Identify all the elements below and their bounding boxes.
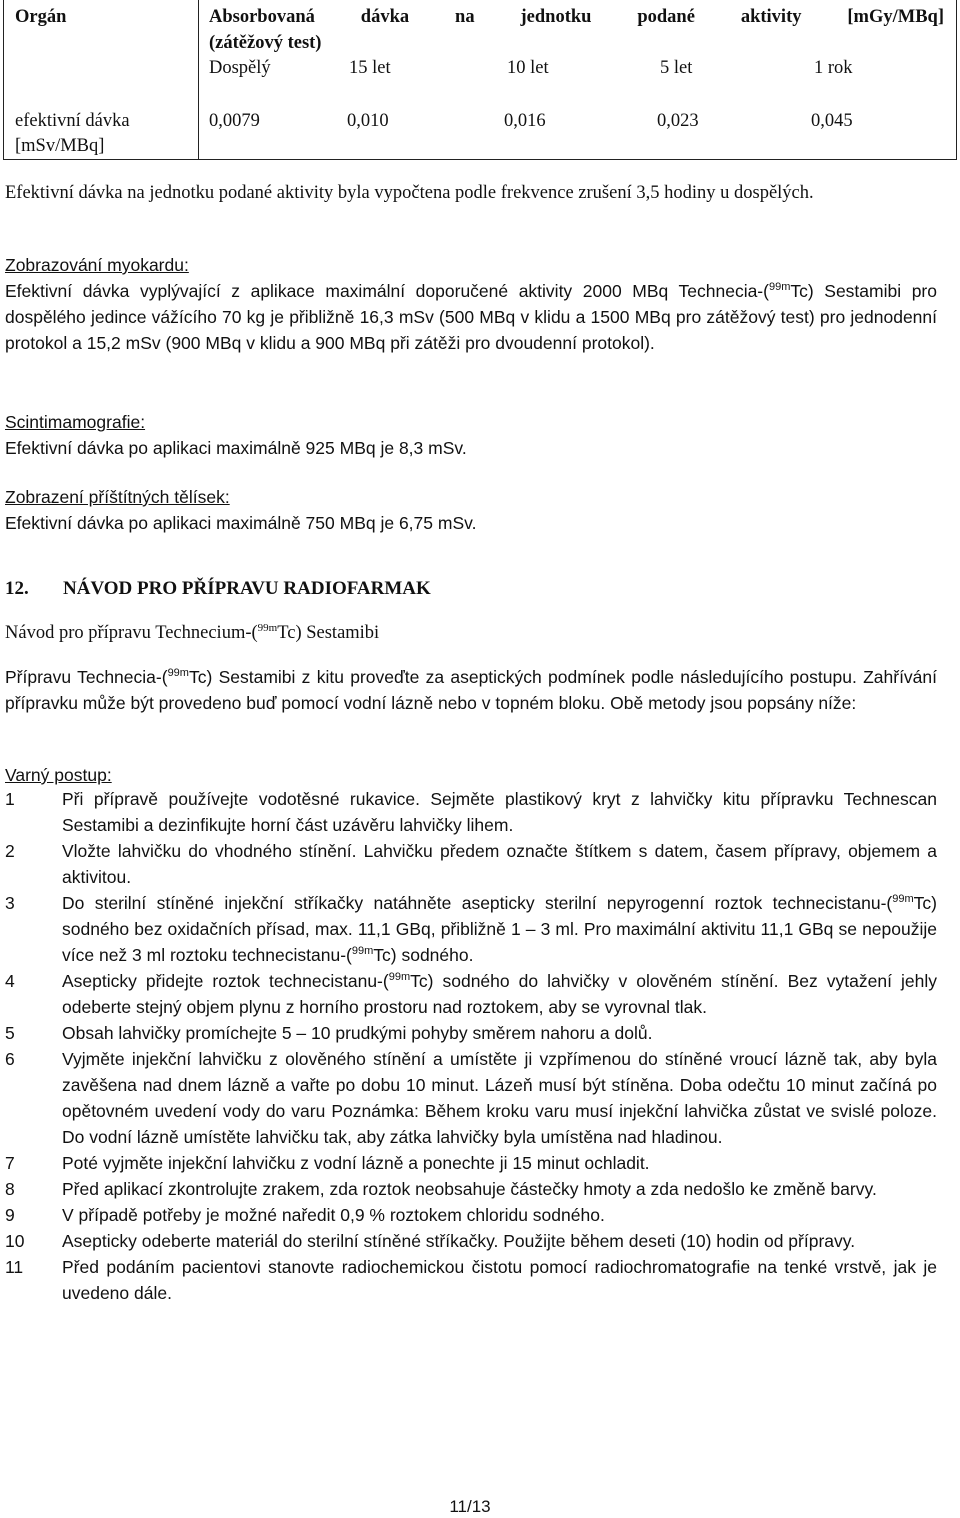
table-header-dose-sub: (zátěžový test): [209, 33, 322, 53]
table-divider: [198, 0, 199, 159]
myocardium-text: Efektivní dávka vyplývající z aplikace maximální doporučené aktivity 2000 MBq Technecia-($^{99m}$Tc) Sestamibi pro dospělého jedince vážícího 70 kg je přibližně 16,3 mSv (500 MBq v klidu a 1500 MBq pro zátěžový test) pro jednodenní protokol a 15,2 mSv (900 MBq v klidu a 900 MBq při zátěži pro dvoudenní protokol).: [5, 281, 937, 353]
procedure-step: 5 Obsah lahvičky promíchejte 5 – 10 prudkými pohyby směrem nahoru a dolů.: [5, 1023, 653, 1043]
page-number: 11/13: [449, 1497, 491, 1516]
section-heading: [5, 576, 431, 602]
procedure-step: 3 Do sterilní stíněné injekční stříkačky natáhněte asepticky sterilní nepyrogenní roztok technecistanu-($^{99m}$Tc) sodného bez oxidačních přísad, max. 11,1 GBq, přibližně 1 – 3 ml. Pro maximální aktivitu 11,1 GBq se nepoužije více než 3 ml roztoku technecistanu-($^{99m}$Tc) sodného.: [5, 893, 937, 965]
value-1: 0,045: [811, 111, 853, 131]
scintimammography-text: Efektivní dávka po aplikaci maximálně 925 MBq je 8,3 mSv.: [5, 438, 467, 458]
procedure-steps: [5, 786, 937, 1306]
value-10: 0,016: [504, 111, 546, 131]
procedure-step: 10 Asepticky odeberte materiál do sterilní stíněné stříkačky. Použijte během deseti (10) hodin od přípravy.: [5, 1231, 856, 1251]
procedure-step: 4 Asepticky přidejte roztok technecistanu-($^{99m}$Tc) sodného do lahvičky v olověném stínění. Bez vytažení jehly odeberte stejný objem plynu z horního prostoru nad roztokem, aby se vyrovnal tlak.: [5, 971, 937, 1017]
procedure-step: 2 Vložte lahvičku do vhodného stínění. Lahvičku předem označte štítkem s datem, časem přípravy, objemem a aktivitou.: [5, 841, 937, 887]
value-15: 0,010: [347, 111, 389, 131]
age-group-1: 1 rok: [814, 58, 853, 78]
procedure-step: 8 Před aplikací zkontrolujte zrakem, zda roztok neobsahuje částečky hmoty a zda nedošlo ke změně barvy.: [5, 1179, 877, 1199]
parathyroid-heading: Zobrazení příštítných tělísek:: [5, 487, 230, 507]
row-label: efektivní dávka: [15, 111, 130, 131]
myocardium-heading: Zobrazování myokardu:: [5, 255, 189, 275]
preparation-subtitle: Návod pro přípravu Technecium-($^{99m}$Tc) Sestamibi: [5, 622, 380, 643]
section-title: NÁVOD PRO PŘÍPRAVU RADIOFARMAK: [63, 578, 431, 599]
myocardium-section: [5, 252, 937, 356]
value-5: 0,023: [657, 111, 699, 131]
age-group-10: 10 let: [507, 58, 549, 78]
dose-table: [3, 0, 957, 160]
procedure-step: 11 Před podáním pacientovi stanovte radiochemickou čistotu pomocí radiochromatografie na tenké vrstvě, jak je uvedeno dále.: [5, 1257, 937, 1303]
table-header-dose: Absorbovaná dávka na jednotku podané aktivity [mGy/MBq]: [209, 7, 944, 27]
parathyroid-section: [5, 484, 937, 536]
row-label-unit: [mSv/MBq]: [15, 136, 105, 156]
procedure-heading: Varný postup:: [5, 765, 112, 785]
procedure-step: 1 Při přípravě používejte vodotěsné rukavice. Sejměte plastikový kryt z lahvičky kitu přípravku Technescan Sestamibi a dezinfikujte horní část uzávěru lahvičky lihem.: [5, 789, 937, 835]
scintimammography-section: [5, 409, 937, 461]
effective-dose-note: Efektivní dávka na jednotku podané aktivity byla vypočtena podle frekvence zrušení 3,5 hodiny u dospělých.: [5, 183, 814, 203]
table-header-organ: Orgán: [15, 7, 67, 27]
section-number: 12.: [5, 578, 29, 599]
procedure-step: 7 Poté vyjměte injekční lahvičku z vodní lázně a ponechte ji 15 minut ochladit.: [5, 1153, 650, 1173]
age-group-15: 15 let: [349, 58, 391, 78]
age-group-adult: Dospělý: [209, 58, 271, 78]
value-adult: 0,0079: [209, 111, 260, 131]
age-group-5: 5 let: [660, 58, 693, 78]
scintimammography-heading: Scintimamografie:: [5, 412, 146, 432]
preparation-intro: Přípravu Technecia-($^{99m}$Tc) Sestamibi z kitu proveďte za aseptických podmínek podle následujícího postupu. Zahřívání přípravku může být provedeno buď pomocí vodní lázně nebo v topném bloku. Obě metody jsou popsány níže:: [5, 667, 938, 713]
procedure-step: 6 Vyjměte injekční lahvičku z olověného stínění a umístěte ji vzpřímenou do stíněné vroucí lázně tak, aby byla zavěšena nad dnem lázně a vařte po dobu 10 minut. Lázeň musí být stíněna. Doba odečtu 10 minut začíná po opětovném uvedení vody do varu Poznámka: Během kroku varu musí injekční lahvička zůstat ve svislé poloze. Do vodní lázně umístěte lahvičku tak, aby zátka lahvičky byla umístěna nad hladinou.: [5, 1049, 937, 1147]
procedure-step: 9 V případě potřeby je možné naředit 0,9 % roztokem chloridu sodného.: [5, 1205, 605, 1225]
parathyroid-text: Efektivní dávka po aplikaci maximálně 750 MBq je 6,75 mSv.: [5, 513, 477, 533]
